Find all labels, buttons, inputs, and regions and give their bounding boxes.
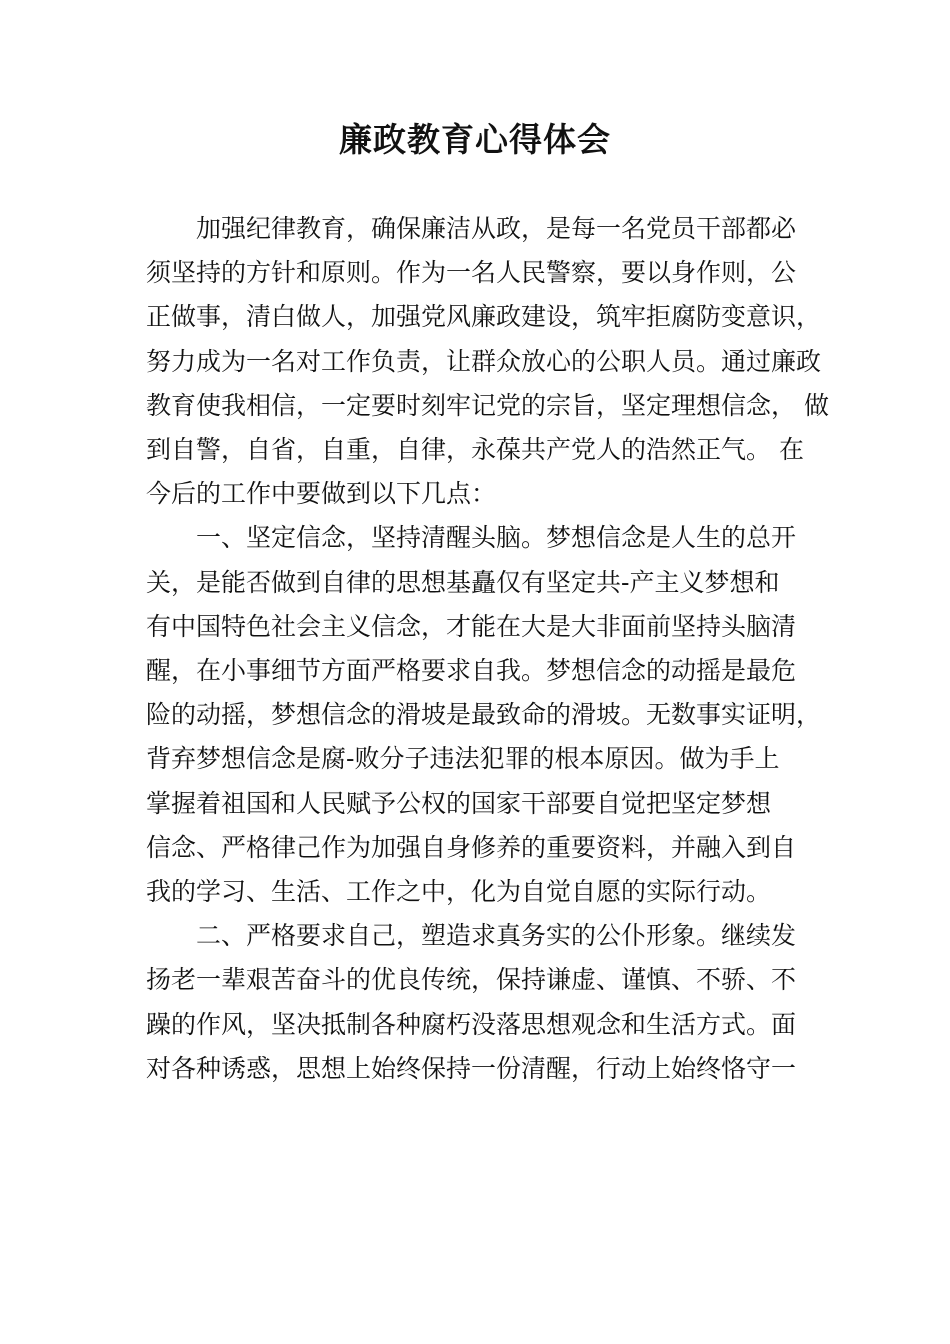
text-line: 教育使我相信，一定要时刻牢记党的宗旨，坚定理想信念， 做	[146, 390, 829, 420]
text-line: 我的学习、生活、工作之中，化为自觉自愿的实际行动。	[146, 877, 772, 907]
text-line: 今后的工作中要做到以下几点：	[146, 479, 497, 509]
paragraph-3	[146, 914, 808, 1091]
text-line: 正做事，清白做人，加强党风廉政建设，筑牢拒腐防变意识，	[146, 302, 822, 332]
text-line: 二、严格要求自己，塑造求真务实的公仆形象。继续发	[196, 921, 797, 951]
text-line: 有中国特色社会主义信念，才能在大是大非面前坚持头脑清	[146, 611, 797, 641]
text-line: 到自警，自省，自重，自律，永葆共产党人的浩然正气。 在	[146, 435, 804, 465]
text-line: 背弃梦想信念是腐-败分子违法犯罪的根本原因。做为手上	[146, 744, 780, 774]
text-line: 信念、严格律己作为加强自身修养的重要资料，并融入到自	[146, 832, 797, 862]
text-line: 躁的作风，坚决抵制各种腐朽没落思想观念和生活方式。面	[146, 1009, 797, 1039]
text-line: 加强纪律教育，确保廉洁从政，是每一名党员干部都必	[196, 214, 797, 243]
paragraph-1	[146, 207, 829, 516]
text-line: 努力成为一名对工作负责，让群众放心的公职人员。通过廉政	[146, 346, 822, 376]
text-line: 扬老一辈艰苦奋斗的优良传统，保持谦虚、谨慎、不骄、不	[146, 965, 797, 995]
text-line: 掌握着祖国和人民赋予公权的国家干部要自觉把坚定梦想	[146, 788, 772, 818]
text-line: 醒，在小事细节方面严格要求自我。梦想信念的动摇是最危	[146, 656, 797, 686]
document-body	[146, 207, 829, 1091]
text-line: 须坚持的方针和原则。作为一名人民警察，要以身作则，公	[146, 258, 797, 288]
paragraph-2	[146, 516, 822, 914]
text-line: 险的动摇，梦想信念的滑坡是最致命的滑坡。无数事实证明，	[146, 700, 822, 730]
text-line: 关，是能否做到自律的思想基矗仅有坚定共-产主义梦想和	[146, 567, 780, 597]
document-title: 廉政教育心得体会	[339, 120, 611, 159]
text-line: 对各种诱惑，思想上始终保持一份清醒，行动上始终恪守一	[146, 1053, 797, 1083]
text-line: 一、坚定信念，坚持清醒头脑。梦想信念是人生的总开	[196, 523, 797, 553]
